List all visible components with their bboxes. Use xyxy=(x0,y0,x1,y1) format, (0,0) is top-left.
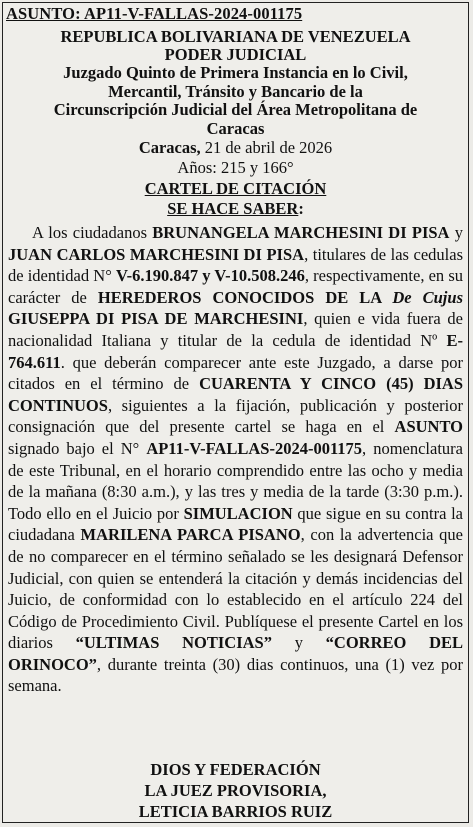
body-bold: ASUNTO xyxy=(394,417,463,437)
body-text: , nomenclatura de este Tribunal, en el horario comprendido entre las ocho y media de la mañana (8:30 a.m.), y las tres y media de la tarde (3:30 p.m.). Todo ello en el Juicio por xyxy=(8,438,463,523)
body-bold: GIUSEPPA DI PISA DE MARCHESINI xyxy=(8,309,304,329)
header-republic: REPUBLICA BOLIVARIANA DE VENEZUELA xyxy=(60,27,411,46)
body-text: , respectivamente, en su carácter de xyxy=(8,266,463,307)
signature-title: LA JUEZ PROVISORIA, xyxy=(144,781,327,800)
header-court-line2: Mercantil, Tránsito y Bancario de la xyxy=(108,82,363,101)
header-city: Caracas, xyxy=(138,138,201,157)
body-bold: SIMULACION xyxy=(183,503,293,523)
body-bold: AP11-V-FALLAS-2024-001175 xyxy=(146,438,363,458)
header-court-line1: Juzgado Quinto de Primera Instancia en lo Civil, xyxy=(63,63,408,82)
header-power: PODER JUDICIAL xyxy=(164,45,307,64)
notice-body xyxy=(8,222,463,697)
header-date-text: 21 de abril de 2026 xyxy=(200,138,333,157)
body-text: y xyxy=(271,633,326,653)
signature-name: LETICIA BARRIOS RUIZ xyxy=(138,802,333,821)
body-bold-italic: De Cujus xyxy=(392,287,463,307)
body-text: signado bajo el N° xyxy=(8,438,147,458)
header-court-line3: Circunscripción Judicial del Área Metropolitana de xyxy=(53,100,418,119)
body-bold: CUARENTA Y CINCO (45) DIAS CONTINUOS xyxy=(8,374,463,415)
body-text: que sigue en su contra la ciudadana xyxy=(8,503,464,545)
hace-saber-colon: : xyxy=(298,199,304,218)
body-text: . que deberán comparecer ante este Juzgado, a darse por citados en el término de xyxy=(8,352,463,394)
hace-saber-text: SE HACE SABER xyxy=(167,199,299,218)
header-date xyxy=(4,139,467,157)
body-bold: “ULTIMAS NOTICIAS” xyxy=(75,633,272,653)
asunto-heading: ASUNTO: AP11-V-FALLAS-2024-001175 xyxy=(6,4,303,23)
body-text: , durante treinta (30) dias continuos, una (1) vez por semana. xyxy=(8,654,463,696)
body-bold: V-6.190.847 y V-10.508.246 xyxy=(115,266,305,286)
signature-block xyxy=(4,759,467,822)
body-bold: E-764.611 xyxy=(8,330,463,372)
header-years: Años: 215 y 166° xyxy=(177,158,294,177)
body-text: , con la advertencia que de no comparecer en el término señalado se les designará Defensor Judicial, con quien se entenderá la citación y demás incidencias del Juicio, de conformidad con lo establecido en el artículo 224 del Código de Procedimiento Civil. Publíquese el presente Cartel en los diarios xyxy=(8,525,463,653)
body-text: A los ciudadanos xyxy=(32,223,153,242)
signature-motto: DIOS Y FEDERACIÓN xyxy=(150,760,321,779)
header-court-line4: Caracas xyxy=(206,119,265,138)
body-text: , siguientes a la fijación, publicación y posterior consignación que del presente cartel se haga en el xyxy=(8,395,463,437)
body-bold: JUAN CARLOS MARCHESINI DI PISA xyxy=(8,244,305,264)
body-text: , titulares de las cedulas de identidad N° xyxy=(8,244,463,286)
body-bold: BRUNANGELA MARCHESINI DI PISA xyxy=(152,223,450,242)
body-bold: MARILENA PARCA PISANO xyxy=(80,525,301,545)
body-bold: “CORREO DEL ORINOCO” xyxy=(8,633,463,674)
cartel-title: CARTEL DE CITACIÓN xyxy=(144,179,327,198)
body-text: , quien e vida fuera de nacionalidad Italiana y titular de la cedula de identidad Nº xyxy=(8,309,464,350)
body-text: y xyxy=(449,223,463,242)
body-bold: HEREDEROS CONOCIDOS DE LA xyxy=(97,287,393,307)
hace-saber xyxy=(4,200,467,218)
